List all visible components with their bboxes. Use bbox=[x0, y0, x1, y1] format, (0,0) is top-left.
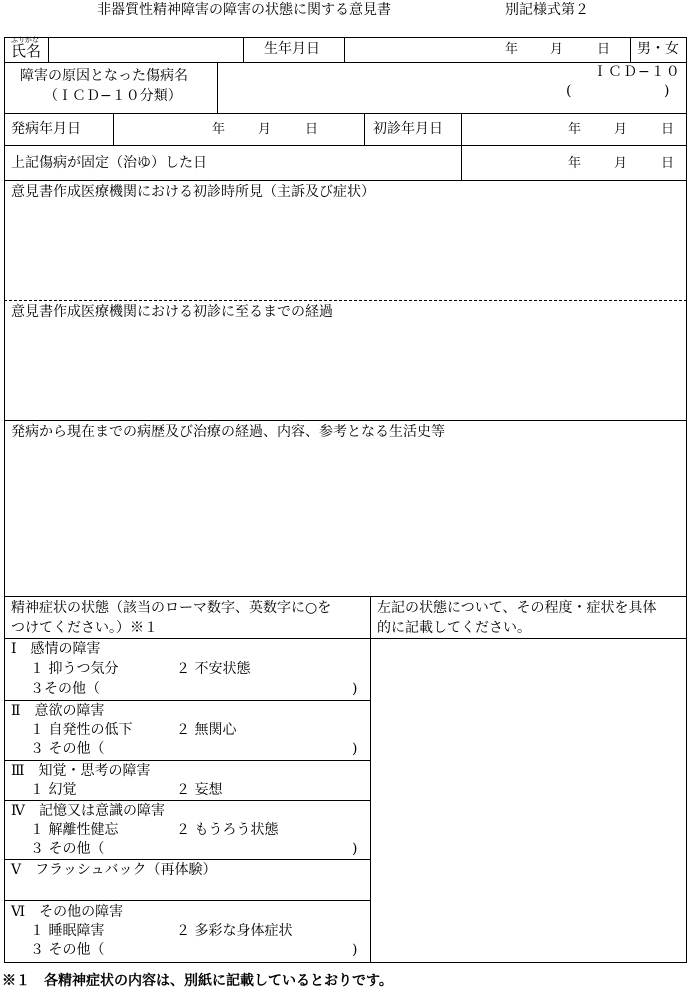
furigana-label: ふりがな bbox=[11, 36, 39, 44]
name-label: 氏名 bbox=[11, 42, 42, 60]
symptom-2-2[interactable]: ２ 無関心 bbox=[176, 722, 237, 738]
fixed-month: 月 bbox=[614, 156, 628, 171]
symptom-1-other-close: ) bbox=[352, 681, 358, 697]
disease-label: 障害の原因となった傷病名 bbox=[20, 68, 188, 84]
rule-g4 bbox=[4, 859, 370, 860]
rule-g2 bbox=[4, 760, 370, 761]
rule-v-dob-left bbox=[243, 37, 244, 62]
dob-day: 日 bbox=[597, 42, 611, 57]
symptom-description-field[interactable] bbox=[371, 639, 685, 961]
dob-field[interactable] bbox=[345, 38, 629, 61]
rule-g5 bbox=[4, 900, 370, 901]
disease-field[interactable] bbox=[218, 63, 685, 112]
sex-selector[interactable]: 男・女 bbox=[637, 41, 679, 57]
symptom-4-2[interactable]: ２ もうろう状態 bbox=[176, 822, 279, 838]
onset-year: 年 bbox=[212, 122, 226, 137]
symptom-1-other[interactable]: ３その他（ bbox=[30, 681, 100, 697]
onset-date-field[interactable] bbox=[114, 114, 363, 144]
course-before-label: 意見書作成医療機関における初診に至るまでの経過 bbox=[11, 304, 333, 320]
symptom-header-right-line1: 左記の状態について、その程度・症状を具体 bbox=[377, 600, 657, 616]
rule-g1 bbox=[4, 700, 370, 701]
first-visit-month: 月 bbox=[614, 122, 628, 137]
initial-findings-label: 意見書作成医療機関における初診時所見（主訴及び症状） bbox=[11, 184, 375, 200]
initial-findings-field[interactable] bbox=[5, 202, 685, 298]
symptom-6-2[interactable]: ２ 多彩な身体症状 bbox=[176, 923, 293, 939]
symptom-4-other-close: ) bbox=[352, 841, 358, 857]
rule-v-fv-left bbox=[364, 113, 365, 145]
symptom-3-1[interactable]: １ 幻覚 bbox=[30, 782, 77, 798]
symptom-group-5-title[interactable]: Ⅴ フラッシュバック（再体験） bbox=[11, 862, 217, 878]
symptom-1-1[interactable]: １ 抑うつ気分 bbox=[30, 661, 119, 677]
history-label: 発病から現在までの病歴及び治療の経過、内容、参考となる生活史等 bbox=[11, 424, 445, 440]
symptom-group-2-title[interactable]: Ⅱ 意欲の障害 bbox=[11, 703, 105, 719]
symptom-4-1[interactable]: １ 解離性健忘 bbox=[30, 822, 119, 838]
onset-month: 月 bbox=[258, 122, 272, 137]
history-field[interactable] bbox=[5, 442, 685, 594]
symptom-6-1[interactable]: １ 睡眠障害 bbox=[30, 923, 105, 939]
dob-month: 月 bbox=[550, 42, 564, 57]
icd-classification-label: （ＩＣＤ−１０分類） bbox=[44, 88, 182, 104]
symptom-2-other-close: ) bbox=[352, 741, 358, 757]
onset-date-label: 発病年月日 bbox=[11, 121, 81, 137]
symptom-group-4-title[interactable]: Ⅳ 記憶又は意識の障害 bbox=[11, 803, 165, 819]
first-visit-year: 年 bbox=[568, 122, 582, 137]
rule-row4 bbox=[4, 180, 687, 181]
symptom-header-left-line1: 精神症状の状態（該当のローマ数字、英数字に○を bbox=[11, 600, 332, 616]
symptom-group-1-title[interactable]: Ⅰ 感情の障害 bbox=[11, 641, 101, 657]
rule-g3 bbox=[4, 800, 370, 801]
rule-history bbox=[4, 596, 687, 597]
dob-year: 年 bbox=[505, 42, 519, 57]
symptom-1-2[interactable]: ２ 不安状態 bbox=[176, 661, 251, 677]
fixed-date-field[interactable] bbox=[462, 146, 685, 179]
symptom-header-left-line2: つけてください。）※１ bbox=[11, 620, 158, 636]
symptom-3-2[interactable]: ２ 妄想 bbox=[176, 782, 223, 798]
icd-paren-open: ( bbox=[566, 83, 572, 99]
course-before-field[interactable] bbox=[5, 322, 685, 418]
dob-label: 生年月日 bbox=[264, 41, 320, 57]
rule-bottom bbox=[4, 962, 687, 963]
symptom-group-3-title[interactable]: Ⅲ 知覚・思考の障害 bbox=[11, 763, 151, 779]
symptom-2-other[interactable]: ３ その他（ bbox=[30, 741, 105, 757]
rule-course bbox=[4, 420, 687, 421]
symptom-6-other[interactable]: ３ その他（ bbox=[30, 942, 105, 958]
symptom-2-1[interactable]: １ 自発性の低下 bbox=[30, 722, 133, 738]
rule-findings bbox=[4, 300, 687, 301]
symptom-6-other-close: ) bbox=[352, 942, 358, 958]
onset-day: 日 bbox=[305, 122, 319, 137]
fixed-date-label: 上記傷病が固定（治ゆ）した日 bbox=[11, 155, 207, 171]
symptom-header-right-line2: 的に記載してください。 bbox=[377, 620, 531, 636]
name-field[interactable] bbox=[49, 38, 242, 61]
footnote: ※１ 各精神症状の内容は、別紙に記載しているとおりです。 bbox=[2, 973, 393, 989]
symptom-4-other[interactable]: ３ その他（ bbox=[30, 841, 105, 857]
first-visit-day: 日 bbox=[661, 122, 675, 137]
first-visit-field[interactable] bbox=[462, 114, 685, 144]
page-title: 非器質性精神障害の障害の状態に関する意見書 bbox=[97, 2, 391, 18]
icd-paren-close: ) bbox=[664, 83, 670, 99]
icd-label: ＩＣＤ−１０ bbox=[593, 64, 681, 80]
symptom-group-6-title[interactable]: Ⅵ その他の障害 bbox=[11, 904, 124, 920]
fixed-day: 日 bbox=[661, 156, 675, 171]
rule-v-sex bbox=[630, 37, 631, 62]
fixed-year: 年 bbox=[568, 156, 582, 171]
first-visit-label: 初診年月日 bbox=[373, 121, 443, 137]
form-number: 別記様式第２ bbox=[505, 2, 589, 18]
